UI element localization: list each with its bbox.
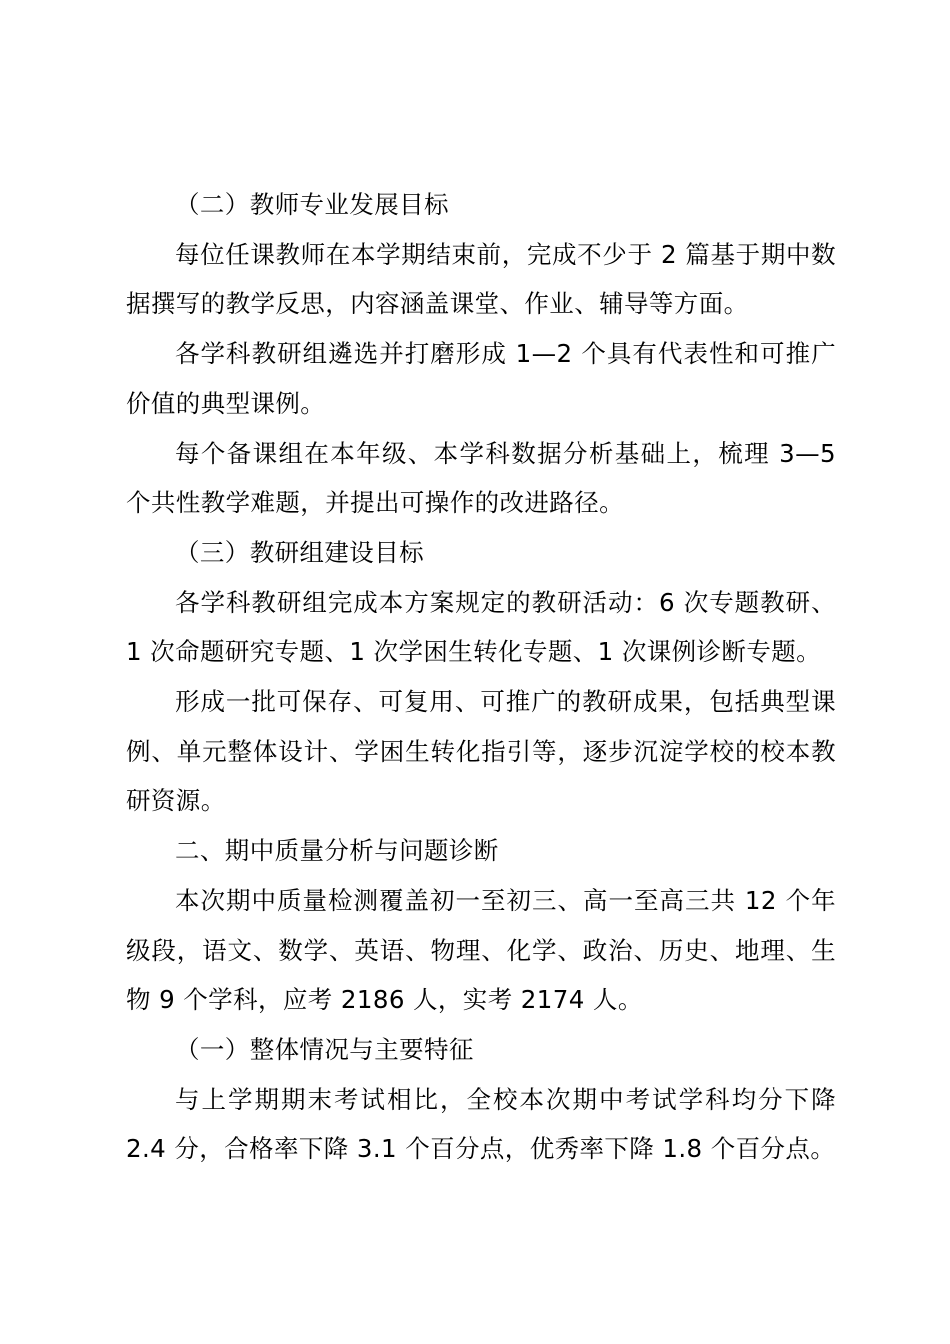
section-heading-teaching-group: （三）教研组建设目标 [175,537,424,567]
section-heading-overall-situation: （一）整体情况与主要特征 [175,1034,474,1064]
body-paragraph: 每位任课教师在本学期结束前，完成不少于 2 篇基于期中数据撰写的教学反思，内容涵盖课堂、作业、辅导等方面。 [126,239,836,319]
section-heading-teacher-development: （二）教师专业发展目标 [175,190,449,219]
body-paragraph: 形成一批可保存、可复用、可推广的教研成果，包括典型课例、单元整体设计、学困生转化指引等，逐步沉淀学校的校本教研资源。 [126,687,836,816]
body-paragraph: 每个备课组在本年级、本学科数据分析基础上，梳理 3—5 个共性教学难题，并提出可操作的改进路径。 [126,438,836,518]
body-paragraph: 各学科教研组遴选并打磨形成 1—2 个具有代表性和可推广价值的典型课例。 [126,339,836,418]
section-heading-quality-analysis: 二、期中质量分析与问题诊断 [175,836,499,866]
body-paragraph: 本次期中质量检测覆盖初一至初三、高一至高三共 12 个年级段，语文、数学、英语、物理、化学、政治、历史、地理、生物 9 个学科，应考 2186 人，实考 2174 人。 [126,885,836,1015]
document-body [126,180,836,1174]
body-paragraph: 各学科教研组完成本方案规定的教研活动：6 次专题教研、1 次命题研究专题、1 次学困生转化专题、1 次课例诊断专题。 [126,587,836,667]
body-paragraph: 与上学期期末考试相比，全校本次期中考试学科均分下降 2.4 分，合格率下降 3.1 个百分点，优秀率下降 1.8 个百分点。 [126,1084,836,1164]
